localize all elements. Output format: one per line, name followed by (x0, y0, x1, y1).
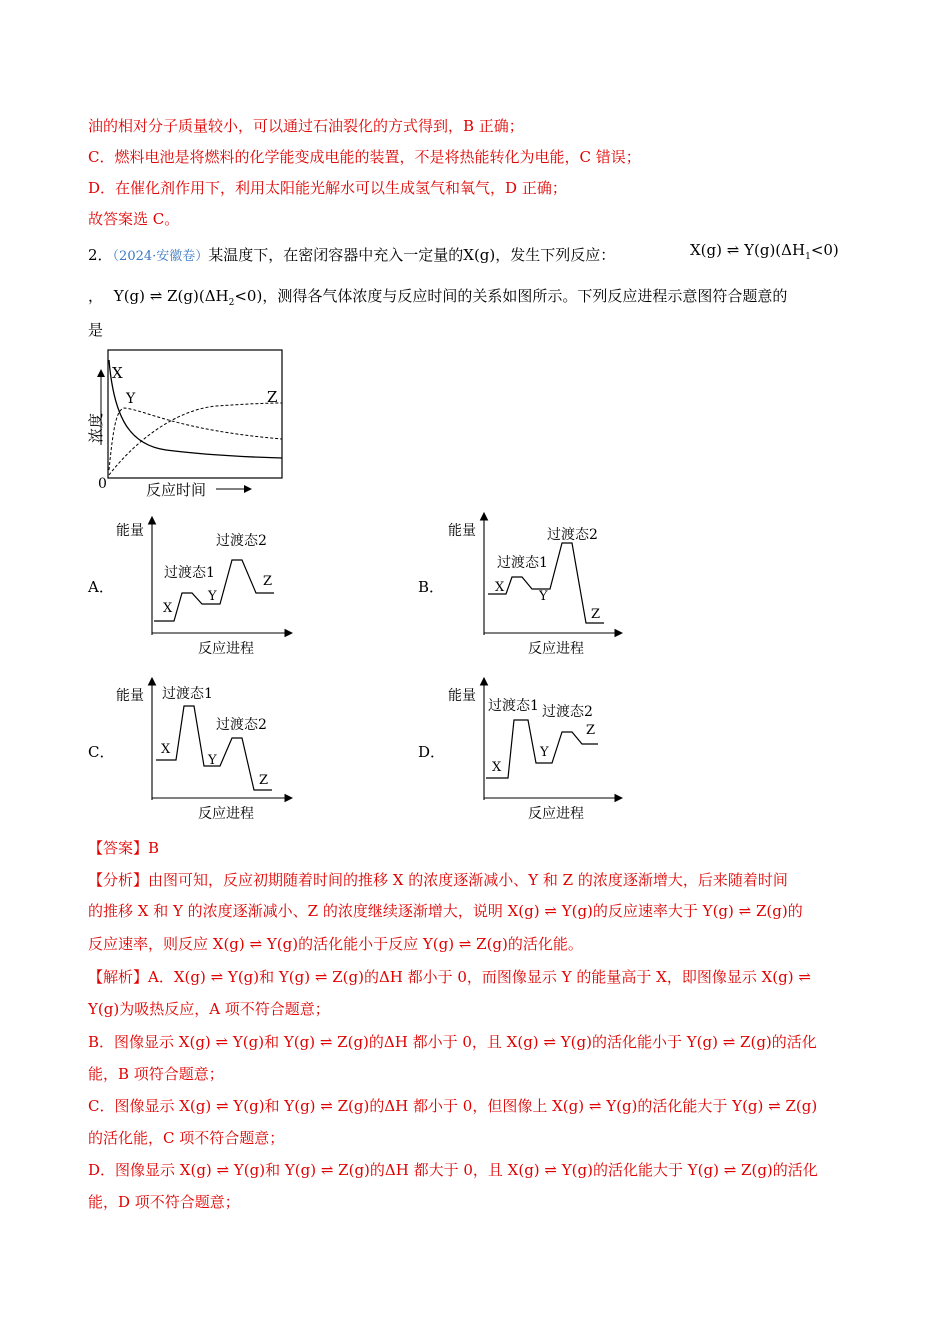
question-stem-b: ，测得各气体浓度与反应时间的关系如图所示。下列反应进程示意图符合题意的 (262, 287, 788, 305)
chart-xlabel: 反应时间 (146, 481, 207, 499)
curve-y (109, 408, 282, 470)
option-c-progress-axis-label: 反应进程 (198, 806, 254, 822)
prev-explain-line-2: C．燃料电池是将燃料的化学能变成电能的装置，不是将热能转化为电能，C 错误； (88, 148, 641, 166)
prev-conclusion: 故答案选 C。 (88, 210, 180, 228)
option-b-energy-axis-label: 能量 (448, 523, 476, 539)
option-d-species-z-label: Z (586, 723, 596, 738)
question-source: （2024·安徽卷） (112, 249, 209, 264)
question-stem-line-3: 是 (88, 321, 104, 339)
option-b-species-x-label: X (495, 580, 505, 595)
option-d-species-x-label: X (492, 760, 502, 775)
option-d-diagram (442, 670, 632, 825)
option-a-species-y-label: Y (208, 589, 217, 604)
option-c-transition-state-1-label: 过渡态1 (162, 686, 213, 702)
option-b-letter: B． (418, 578, 445, 596)
option-c-species-y-label: Y (208, 753, 217, 768)
option-b-species-y-label: Y (539, 589, 548, 604)
option-c-energy-axis-label: 能量 (116, 688, 144, 704)
chart-frame (108, 350, 282, 478)
option-a-energy-axis-label: 能量 (116, 523, 144, 539)
option-b-diagram (442, 505, 632, 660)
equation-1: X(g) ⇌ $Y(g)(\Delta H_1<0)$ (690, 241, 839, 262)
option-a-progress-axis-label: 反应进程 (198, 641, 254, 657)
curve-label-y: Y (126, 391, 136, 407)
comma: ， (88, 287, 104, 305)
option-d-species-y-label: Y (540, 745, 549, 760)
equation-2: Y(g) ⇌ $Z(g)(\Delta H_2<0)$ (113, 287, 263, 308)
explain-line-3: B．图像显示 X(g) ⇌ Y(g)和 Y(g) ⇌ Z(g)的ΔH 都小于 0，且 X(g) ⇌ Y(g)的活化能小于 Y(g) ⇌ Z(g)的活化 (88, 1033, 817, 1051)
option-c-species-x-label: X (161, 742, 171, 757)
explain-line-2: Y(g)为吸热反应，A 项不符合题意； (88, 1000, 330, 1018)
curve-label-x: X (112, 364, 123, 382)
option-d-letter: D． (418, 743, 446, 761)
concentration-time-chart (86, 340, 286, 505)
option-a-species-z-label: Z (263, 574, 273, 589)
option-c-letter: C． (88, 743, 115, 761)
chart-origin: 0 (98, 476, 107, 492)
option-b-progress-axis-label: 反应进程 (528, 641, 584, 657)
question-stem-a: 某温度下，在密闭容器中充入一定量的X(g)，发生下列反应： (208, 246, 616, 264)
option-c-transition-state-2-label: 过渡态2 (216, 717, 267, 733)
option-a-transition-state-2-label: 过渡态2 (216, 533, 267, 549)
curve-x (109, 360, 282, 458)
question-stem-line-2 (88, 286, 787, 313)
explain-line-6: 的活化能，C 项不符合题意； (88, 1129, 285, 1147)
curve-label-z: Z (267, 388, 278, 406)
option-b-transition-state-2-label: 过渡态2 (547, 527, 598, 543)
question-stem-line-1 (88, 245, 615, 267)
option-c-species-z-label: Z (259, 773, 269, 788)
option-b-species-z-label: Z (591, 607, 601, 622)
explain-line-7: D．图像显示 X(g) ⇌ Y(g)和 Y(g) ⇌ Z(g)的ΔH 都大于 0，且 X(g) ⇌ Y(g)的活化能大于 Y(g) ⇌ Z(g)的活化 (88, 1161, 818, 1179)
curve-z (109, 403, 282, 475)
option-d-transition-state-1-label: 过渡态1 (488, 698, 539, 714)
option-d-progress-axis-label: 反应进程 (528, 806, 584, 822)
explain-line-4: 能，B 项符合题意； (88, 1065, 224, 1083)
explain-line-8: 能，D 项不符合题意； (88, 1193, 240, 1211)
option-d-transition-state-2-label: 过渡态2 (542, 704, 593, 720)
question-number: 2． (88, 246, 113, 264)
prev-explain-line-1: 油的相对分子质量较小，可以通过石油裂化的方式得到，B 正确； (88, 117, 524, 135)
explain-line-1: 【解析】A．X(g) ⇌ Y(g)和 Y(g) ⇌ Z(g)的ΔH 都小于 0，而图像显示 Y 的能量高于 X，即图像显示 X(g) ⇌ (88, 968, 811, 986)
chart-ylabel: 浓度 (87, 412, 105, 444)
option-c-diagram (112, 670, 302, 825)
option-a-transition-state-1-label: 过渡态1 (164, 565, 215, 581)
analysis-line-2: 的推移 X 和 Y 的浓度逐渐减小、Z 的浓度继续逐渐增大，说明 X(g) ⇌ Y(g)的反应速率大于 Y(g) ⇌ Z(g)的 (88, 902, 803, 920)
option-b-transition-state-1-label: 过渡态1 (497, 555, 548, 571)
option-d-energy-axis-label: 能量 (448, 688, 476, 704)
option-a-species-x-label: X (163, 601, 173, 616)
option-a-letter: A． (88, 578, 114, 596)
analysis-line-1: 【分析】由图可知，反应初期随着时间的推移 X 的浓度逐渐减小、Y 和 Z 的浓度逐渐增大，后来随着时间 (88, 871, 788, 889)
prev-explain-line-3: D．在催化剂作用下，利用太阳能光解水可以生成氢气和氧气，D 正确； (88, 179, 567, 197)
option-a-diagram (112, 505, 302, 660)
analysis-line-3: 反应速率，则反应 X(g) ⇌ Y(g)的活化能小于反应 Y(g) ⇌ Z(g)的活化能。 (88, 935, 583, 953)
explain-line-5: C．图像显示 X(g) ⇌ Y(g)和 Y(g) ⇌ Z(g)的ΔH 都小于 0，但图像上 X(g) ⇌ Y(g)的活化能大于 Y(g) ⇌ Z(g) (88, 1097, 818, 1115)
answer-line: 【答案】B (88, 839, 160, 857)
